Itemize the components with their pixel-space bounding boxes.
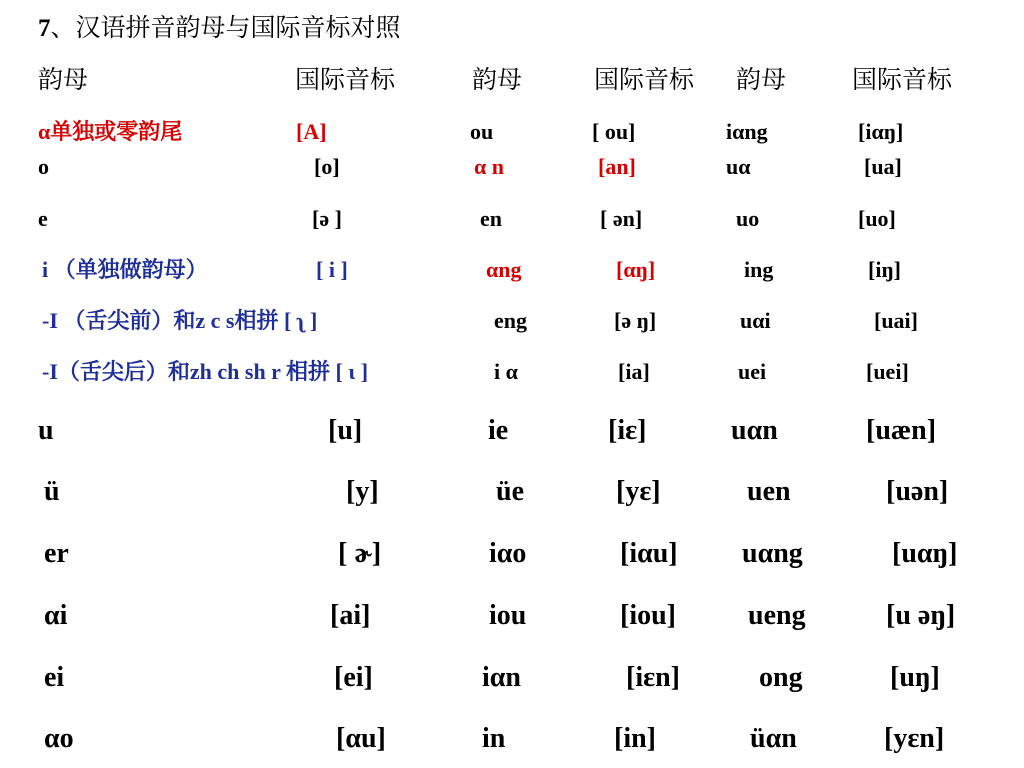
final-cell: iαng	[726, 119, 768, 144]
title-text: 、汉语拼音韵母与国际音标对照	[50, 15, 401, 42]
ipa-cell: [iou]	[620, 600, 676, 631]
final-cell: uαi	[740, 308, 771, 333]
final-cell: in	[482, 723, 506, 754]
ipa-cell: [in]	[614, 723, 656, 754]
ipa-cell: [iɛ]	[608, 415, 647, 446]
final-cell: i （单独做韵母）	[42, 257, 208, 282]
final-cell: eng	[494, 308, 527, 333]
final-cell: ou	[470, 119, 494, 144]
final-cell: ueng	[748, 600, 806, 631]
ipa-cell: [an]	[598, 154, 636, 179]
final-cell: i α	[494, 359, 518, 384]
final-cell: uei	[738, 359, 767, 384]
final-cell: -I （舌尖前）和z c s相拼 [ ʅ ]	[42, 308, 318, 333]
final-cell: o	[38, 154, 49, 179]
ipa-cell: [uo]	[858, 206, 896, 231]
final-cell: u	[38, 415, 54, 446]
ipa-cell: [A]	[296, 119, 327, 144]
final-cell: αi	[44, 600, 68, 631]
ipa-cell: [iŋ]	[868, 257, 901, 282]
ipa-cell: [iɛn]	[626, 662, 680, 693]
ipa-cell: [uən]	[886, 476, 949, 507]
header-ipa-2: 国际音标	[594, 67, 695, 94]
final-cell: e	[38, 206, 48, 231]
final-cell: üe	[496, 476, 524, 507]
final-cell: αo	[44, 723, 74, 754]
final-cell: uα	[726, 154, 751, 179]
ipa-cell: [uei]	[866, 359, 909, 384]
final-cell: uo	[736, 206, 760, 231]
final-cell: ing	[744, 257, 774, 282]
final-cell: ü	[44, 476, 60, 507]
final-cell: er	[44, 538, 69, 569]
final-cell: ie	[488, 415, 509, 446]
ipa-cell: [ ou]	[592, 119, 636, 144]
ipa-cell: [yɛn]	[884, 723, 945, 754]
final-cell: iαn	[482, 662, 521, 693]
title-number: 7	[38, 15, 51, 42]
ipa-cell: [ ɚ]	[338, 538, 382, 569]
final-cell: αng	[486, 257, 522, 282]
ipa-cell: [ua]	[864, 154, 902, 179]
ipa-cell: [uŋ]	[890, 662, 940, 693]
slide-title	[38, 16, 401, 41]
ipa-cell: [ə ]	[312, 206, 342, 231]
ipa-cell: [αu]	[336, 723, 386, 754]
ipa-cell: [uæn]	[866, 415, 937, 446]
final-cell: en	[480, 206, 502, 231]
ipa-cell: [u əŋ]	[886, 600, 956, 631]
header-final-2: 韵母	[472, 67, 523, 94]
header-ipa-1: 国际音标	[295, 67, 396, 94]
ipa-cell: [u]	[328, 415, 363, 446]
ipa-cell: [ i ]	[316, 257, 348, 282]
ipa-cell: [y]	[346, 476, 379, 507]
header-final-1: 韵母	[38, 67, 89, 94]
ipa-cell: [yɛ]	[616, 476, 661, 507]
final-cell: iαo	[489, 538, 527, 569]
final-cell: -I（舌尖后）和zh ch sh r 相拼 [ ɩ ]	[42, 359, 369, 384]
ipa-cell: [iαu]	[620, 538, 678, 569]
ipa-cell: [uαŋ]	[892, 538, 958, 569]
ipa-cell: [ei]	[334, 662, 373, 693]
ipa-cell: [αŋ]	[616, 257, 656, 282]
header-final-3: 韵母	[736, 67, 787, 94]
ipa-cell: [iαŋ]	[858, 119, 904, 144]
final-cell: uαn	[731, 415, 778, 446]
final-cell: α单独或零韵尾	[38, 119, 183, 144]
header-ipa-3: 国际音标	[852, 67, 953, 94]
final-cell: α n	[474, 154, 505, 179]
final-cell: ei	[44, 662, 65, 693]
final-cell: uαng	[742, 538, 803, 569]
ipa-cell: [ia]	[618, 359, 650, 384]
final-cell: ong	[759, 662, 803, 693]
ipa-cell: [uai]	[874, 308, 918, 333]
ipa-cell: [ ən]	[600, 206, 643, 231]
final-cell: iou	[489, 600, 527, 631]
ipa-cell: [o]	[314, 154, 340, 179]
final-cell: uen	[747, 476, 791, 507]
ipa-cell: [ai]	[330, 600, 371, 631]
ipa-cell: [ə ŋ]	[614, 308, 657, 333]
final-cell: üαn	[750, 723, 797, 754]
